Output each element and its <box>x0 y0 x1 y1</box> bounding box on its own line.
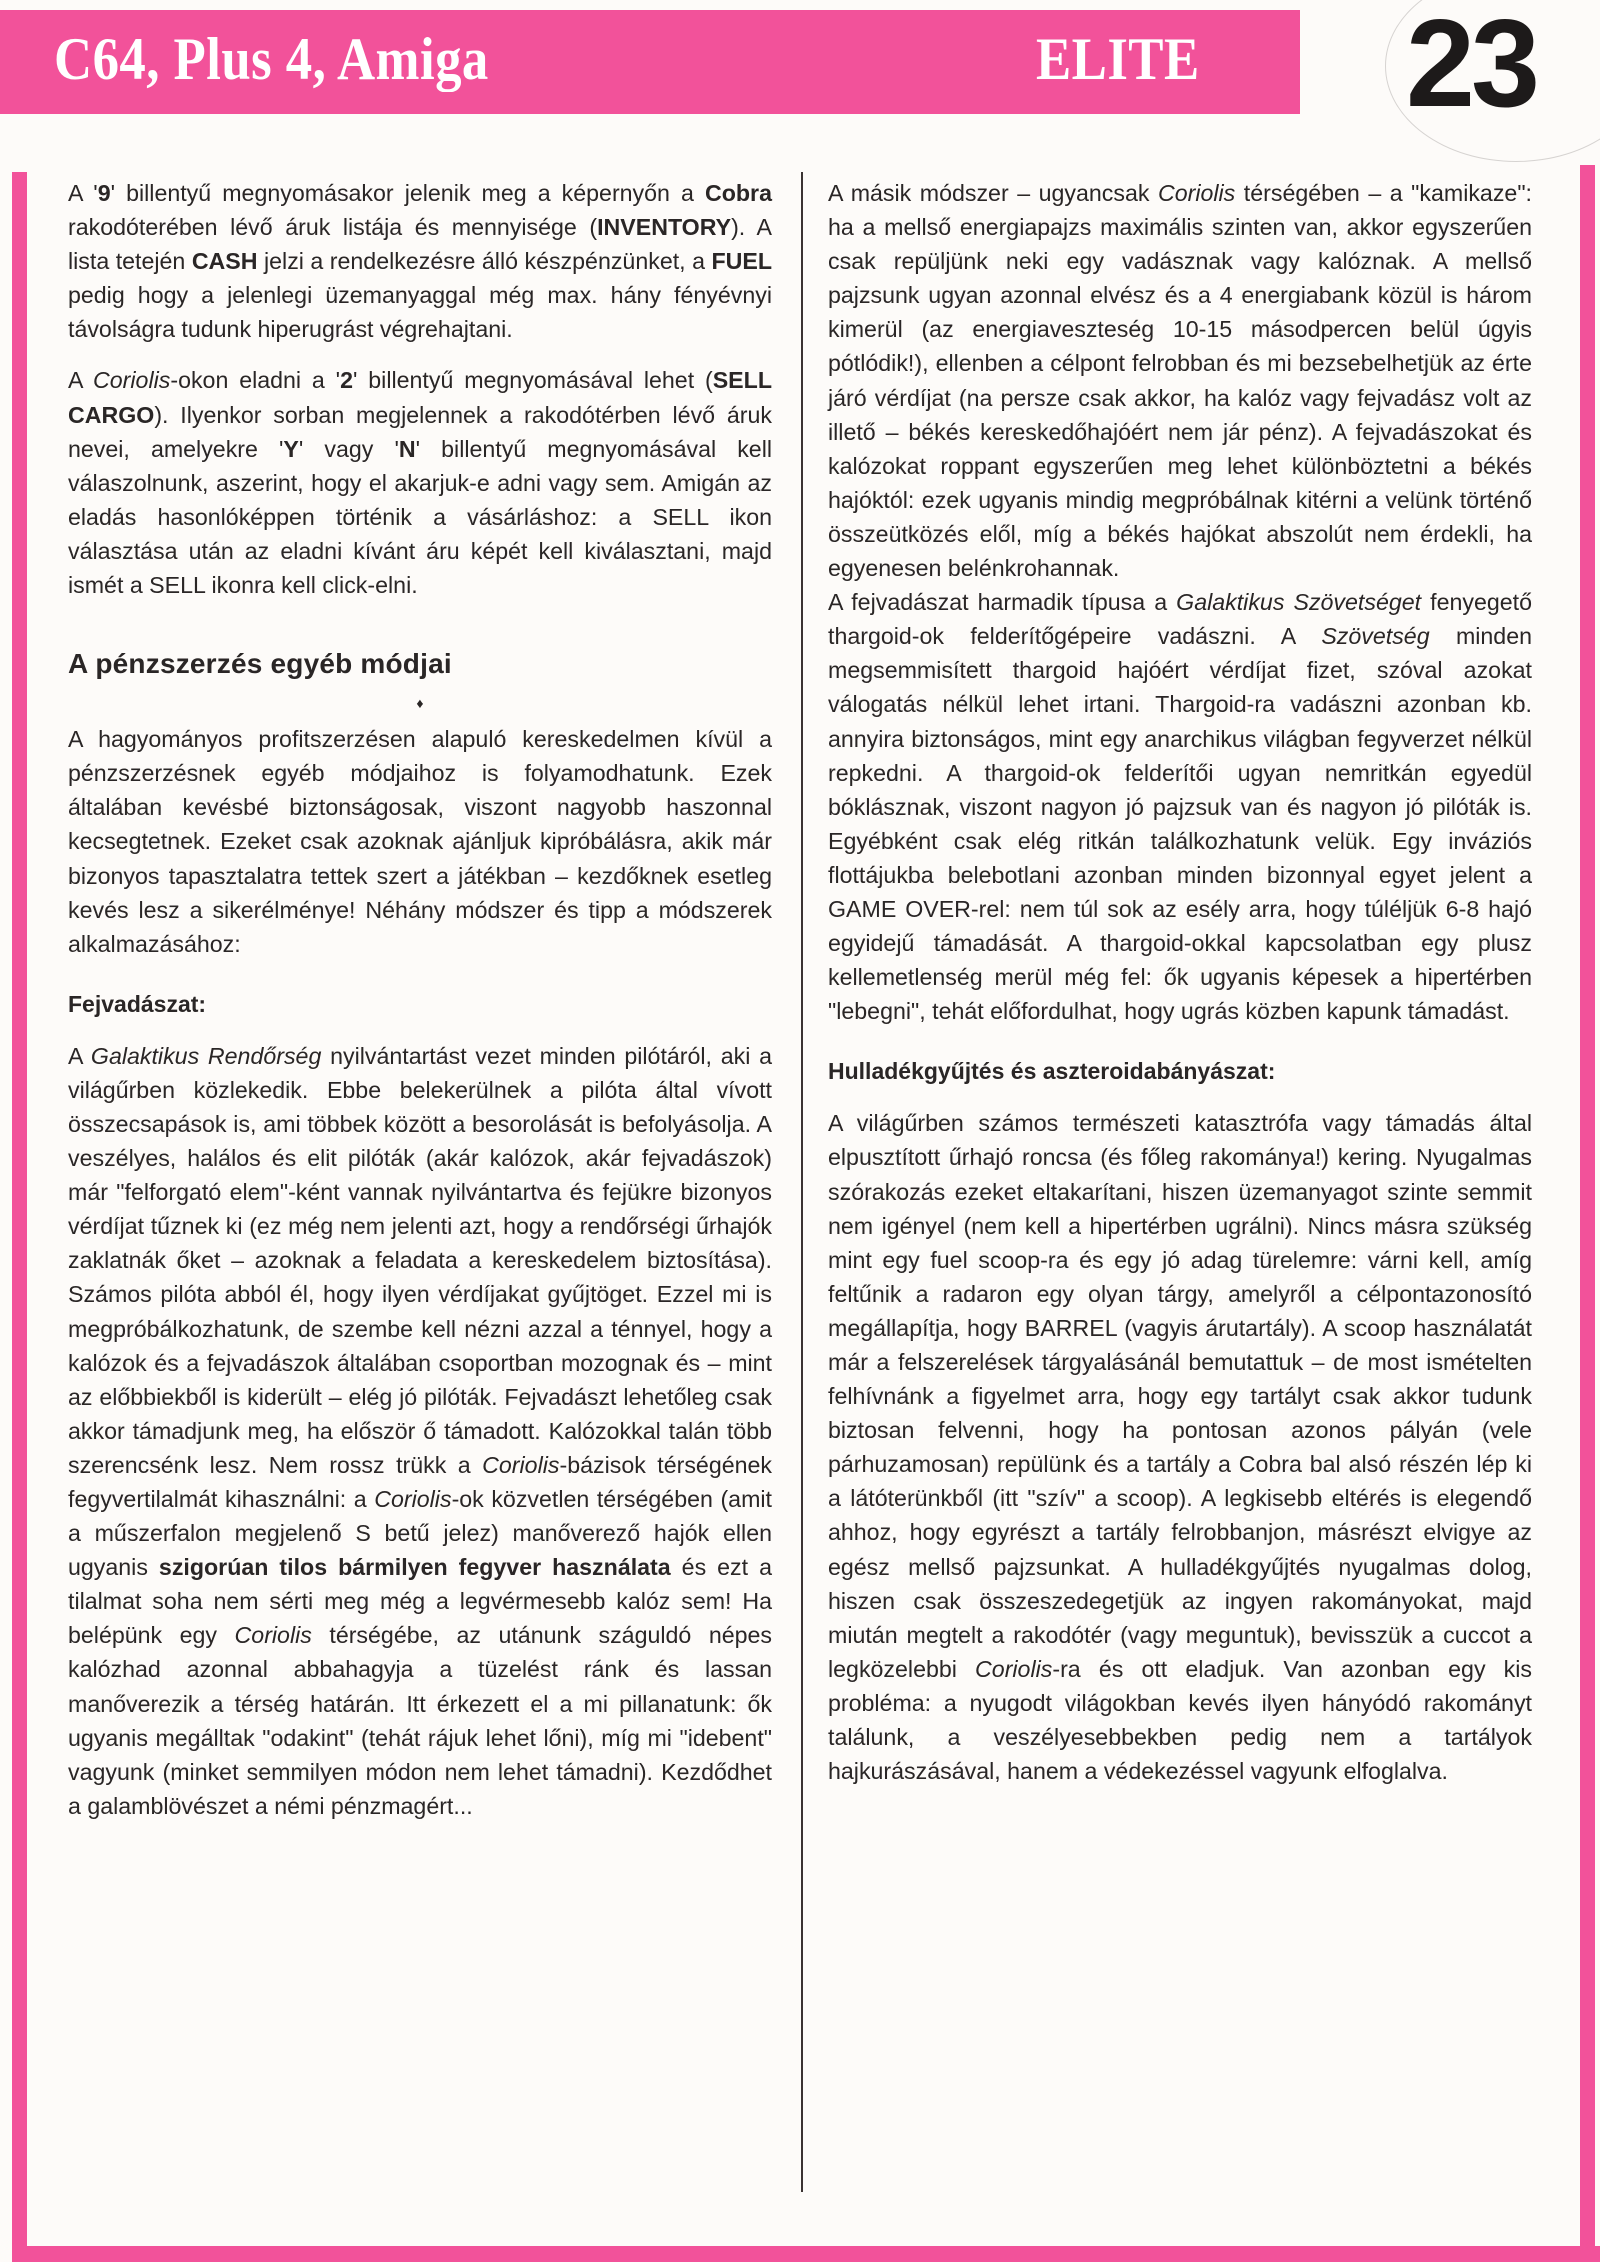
term-coriolis: Coriolis <box>234 1622 312 1649</box>
key-n: N <box>398 435 416 462</box>
page-number: 23 <box>1406 0 1536 133</box>
text: A világűrben számos természeti katasztrófa vagy támadás által elpusztított űrhajó roncsa (és főleg rakománya!) kering. Nyugalmas szórakozás ezeket eltakarítani, hiszen üzemanyagot szinte semmit nem igényel (nem kell a hipertérben ugrálni). Nincs másra szükség mint egy fuel scoop-ra és egy jó adag türelemre: várni kell, amíg feltűnik a radaron egy olyan tárgy, amelyről a célpontazonosító megállapítja, hogy BARREL (vagyis árutartály). A scoop használatát már a felszerelések tárgyalásánál bemutattuk – de most ismételten felhívnánk a figyelmet arra, hogy egy tartályt csak akkor tudunk biztosan felvenni, hogy ha pontosan azonos pályán (vele párhuzamosan) repülünk és a tartály a Cobra bal alsó részén lép ki a látóterünkből (itt "szív" a scoop). A legkisebb eltérés is elegendő ahhoz, hogy egyrészt a tartály felrobbanjon, másrészt elvigye az egész mellső pajzsunkat. A hulladékgyűjtés nyugalmas dolog, hiszen csak összeszedegetjük az ingyen rakományokat, majd miután megtelt a rakodótér (vagy meguntuk), bevisszük a cuccot a legközelebbi <box>828 1110 1532 1682</box>
game-title: ELITE <box>1036 26 1200 92</box>
emphasis-weapon-ban: szigorúan tilos bármilyen fegyver használata <box>158 1554 671 1581</box>
paragraph-kamikaze <box>828 176 1532 585</box>
paragraph-sell-cargo <box>68 363 772 602</box>
paragraph-scavenging <box>828 1106 1532 1788</box>
term-inventory: INVENTORY <box>597 214 732 241</box>
term-coriolis: Coriolis <box>1157 180 1236 206</box>
paragraph-intro: A hagyományos profitszerzésen alapuló kereskedelmen kívül a pénzszerzésnek egyéb módjaihoz is folyamodhatunk. Ezek általában kevésbé biztonságosak, viszont nagyobb haszonnal kecsegtetnek. Ezeket csak azoknak ajánljuk kipróbálásra, akik már bizonyos tapasztalatra tettek szert a játékban – kezdőknek esetleg kevés lesz a sikerélménye! Néhány módszer és tipp a módszerek alkalmazásához: <box>68 726 772 957</box>
text: és ezt a tilalmat soha nem sérti meg még a legvérmesebb kalóz sem! Ha belépünk egy <box>68 1554 772 1649</box>
text: jelzi a rendelkezésre álló készpénzünket, a <box>257 248 712 275</box>
text: minden megsemmisített thargoid hajóért vérdíjat fizet, szóval azokat válogatás nélkül lehet irtani. Thargoid-ra vadászni azonban kb. annyira biztonságos, mint egy anarchikus világban fegyverzet nélkül repkedni. A thargoid-ok felderítői ugyan nemritkán egyedül bóklásznak, viszont nagyon jó pajzsuk van és nagyon jó pilóták is. Egyébként csak elég ritkán találkozhatunk velük. Egy inváziós flottájukba belebotlani azonban minden bizonnyal egyet jelent a GAME OVER-rel: nem túl sok az esély arra, hogy túléljük 6-8 hajó egyidejű támadását. A thargoid-okkal kapcsolatban egy plusz kellemetlenség merül még fel: ők ugyanis képesek a hipertérben "lebegni", tehát előfordulhat, hogy ugrás közben kapunk támadást. <box>828 623 1532 1025</box>
frame-border-bottom <box>12 2246 1600 2262</box>
frame-border-left <box>12 172 27 2262</box>
text: ). A lista tetején <box>68 214 772 275</box>
text: -okon eladni a ' <box>170 367 341 394</box>
text: ' vagy ' <box>298 435 399 462</box>
text: A <box>68 1042 91 1069</box>
subheading-bounty-hunting: Fejvadászat: <box>68 990 207 1017</box>
text: ' billentyű megnyomásakor jelenik meg a képernyőn a <box>110 180 705 206</box>
text: ' billentyű megnyomásával lehet ( <box>353 367 713 394</box>
text: -bázisok térségének fegyvertilalmát kihasználni: a <box>68 1451 773 1512</box>
section-heading: A pénzszerzés egyéb módjai <box>68 648 452 680</box>
term-galactic-federation: Galaktikus Szövetséget <box>1176 589 1422 616</box>
subheading-scavenging: Hulladékgyűjtés és aszteroidabányászat: <box>828 1058 1276 1085</box>
term-galactic-police: Galaktikus Rendőrség <box>90 1042 322 1069</box>
text: A <box>68 367 94 394</box>
platform-title: C64, Plus 4, Amiga <box>54 26 489 92</box>
paragraph-inventory <box>68 176 772 346</box>
text: rakodóterében lévő áruk listája és mennyisége ( <box>68 214 598 241</box>
right-column <box>828 176 1532 1805</box>
term-sell-cargo: SELL CARGO <box>68 367 772 428</box>
text: -ra és ott eladjuk. Van azonban egy kis probléma: a nyugodt világokban kevés ilyen hányódó rakományt találunk, a veszélyesebbekben pedig nem a tartályok hajkurászásával, hanem a védekezéssel vagyunk elfoglalva. <box>828 1655 1532 1785</box>
text: pedig hogy a jelenlegi üzemanyaggal még max. hány fényévnyi távolságra tudunk hiperugrást végrehajtani. <box>68 282 772 343</box>
frame-border-right <box>1580 165 1595 2262</box>
text: ). Ilyenkor sorban megjelennek a rakodótérben lévő áruk nevei, amelyekre ' <box>68 401 772 462</box>
term-cobra: Cobra <box>704 180 772 206</box>
text: nyilvántartást vezet minden pilótáról, aki a világűrben közlekedik. Ebbe belekerülnek a pilóta által vívott összecsapások is, ami többek között a besorolását is befolyásolja. A veszélyes, halálos és elit pilóták (akár kalózok, akár fejvadászok) már "felforgató elem"-ként vannak nyilvántartva és fejükre bizonyos vérdíjat tűznek ki (ez még nem jelenti azt, hogy a rendőrségi űrhajók zaklatnák őket – azoknak a feladata a kereskedelem biztosítása). Számos pilóta abból él, hogy ilyen vérdíjakat gyűjtöget. Ezzel mi is megpróbálkozhatunk, de szembe kell nézni azzal a ténnyel, hogy a kalózok és a fejvadászok általában csoportban mozognak és – mint az előbbiekből is kiderült – elég jó pilóták. Fejvadászt lehetőleg csak akkor támadjunk meg, ha először ő támadott. Kalózokkal talán több szerencsénk lesz. Nem rossz trükk a <box>68 1042 772 1478</box>
ornament-icon: ♦ <box>416 695 424 712</box>
key-9: 9 <box>97 180 111 206</box>
text: A fejvadászat harmadik típusa a <box>828 589 1177 616</box>
key-y: Y <box>283 435 299 462</box>
text: -ok közvetlen térségében (amit a műszerfalon megjelenő S betű jelez) manőverező hajók ellen ugyanis <box>68 1486 772 1581</box>
text: térségébe, az utánunk száguldó népes kalózhad azonnal abbahagyja a tüzelést ránk és lassan manőverezik a térség határán. Itt érkezett el a mi pillanatunk: ők ugyanis megálltak "odakint" (tehát rájuk lehet lőni), míg mi "idebent" vagyunk (minket semmilyen módon nem lehet támadni). Kezdődhet a galamblövészet a némi pénzmagért... <box>68 1622 773 1819</box>
paragraph-bounty-hunting <box>68 1039 772 1823</box>
left-column <box>68 176 772 1840</box>
term-federation: Szövetség <box>1321 623 1430 650</box>
text: A másik módszer – ugyancsak <box>828 180 1158 206</box>
key-2: 2 <box>340 367 353 394</box>
term-coriolis: Coriolis <box>374 1486 452 1512</box>
term-fuel: FUEL <box>711 248 772 275</box>
term-coriolis: Coriolis <box>482 1451 560 1478</box>
term-cash: CASH <box>191 248 258 275</box>
text: fenyegető thargoid-ok felderítőgépeire vadászni. A <box>828 589 1532 650</box>
column-divider <box>801 172 803 2192</box>
term-coriolis: Coriolis <box>975 1655 1053 1682</box>
term-coriolis: Coriolis <box>93 367 171 394</box>
text: ' billentyű megnyomásával kell válaszolnunk, aszerint, hogy el akarjuk-e adni vagy sem. Amigán az eladás hasonlóképpen történik a vásárláshoz: a SELL ikon választása után az eladni kívánt áru képét kell kiválasztani, majd ismét a SELL ikonra kell click-elni. <box>68 435 772 599</box>
text: A ' <box>68 180 98 206</box>
title-banner <box>0 10 1300 114</box>
paragraph-thargoids <box>828 585 1532 1028</box>
text: térségében – a "kamikaze": ha a mellső energiapajzs maximális szinten van, akkor egyszerűen csak repüljünk neki egy vadásznak vagy kalóznak. A mellső pajzsunk ugyan azonnal elvész és a 4 energiabank közül is három kimerül (az energiaveszteség 10-15 másodpercen belül úgyis pótlódik!), ellenben a célpont felrobban és mi bezsebelhetjük az érte járó vérdíjat (na persze csak akkor, ha kalóz vagy fejvadász volt az illető – békés kereskedőhajóért nem jár pénz). A fejvadászokat és kalózokat roppant egyszerűen meg lehet különböztetni a békés hajóktól: ezek ugyanis mindig megpróbálnak kitérni a velünk történő összeütközés elől, míg a békés hajókat abszolút nem érdekli, ha egyenesen belénkrohannak. <box>828 180 1532 582</box>
